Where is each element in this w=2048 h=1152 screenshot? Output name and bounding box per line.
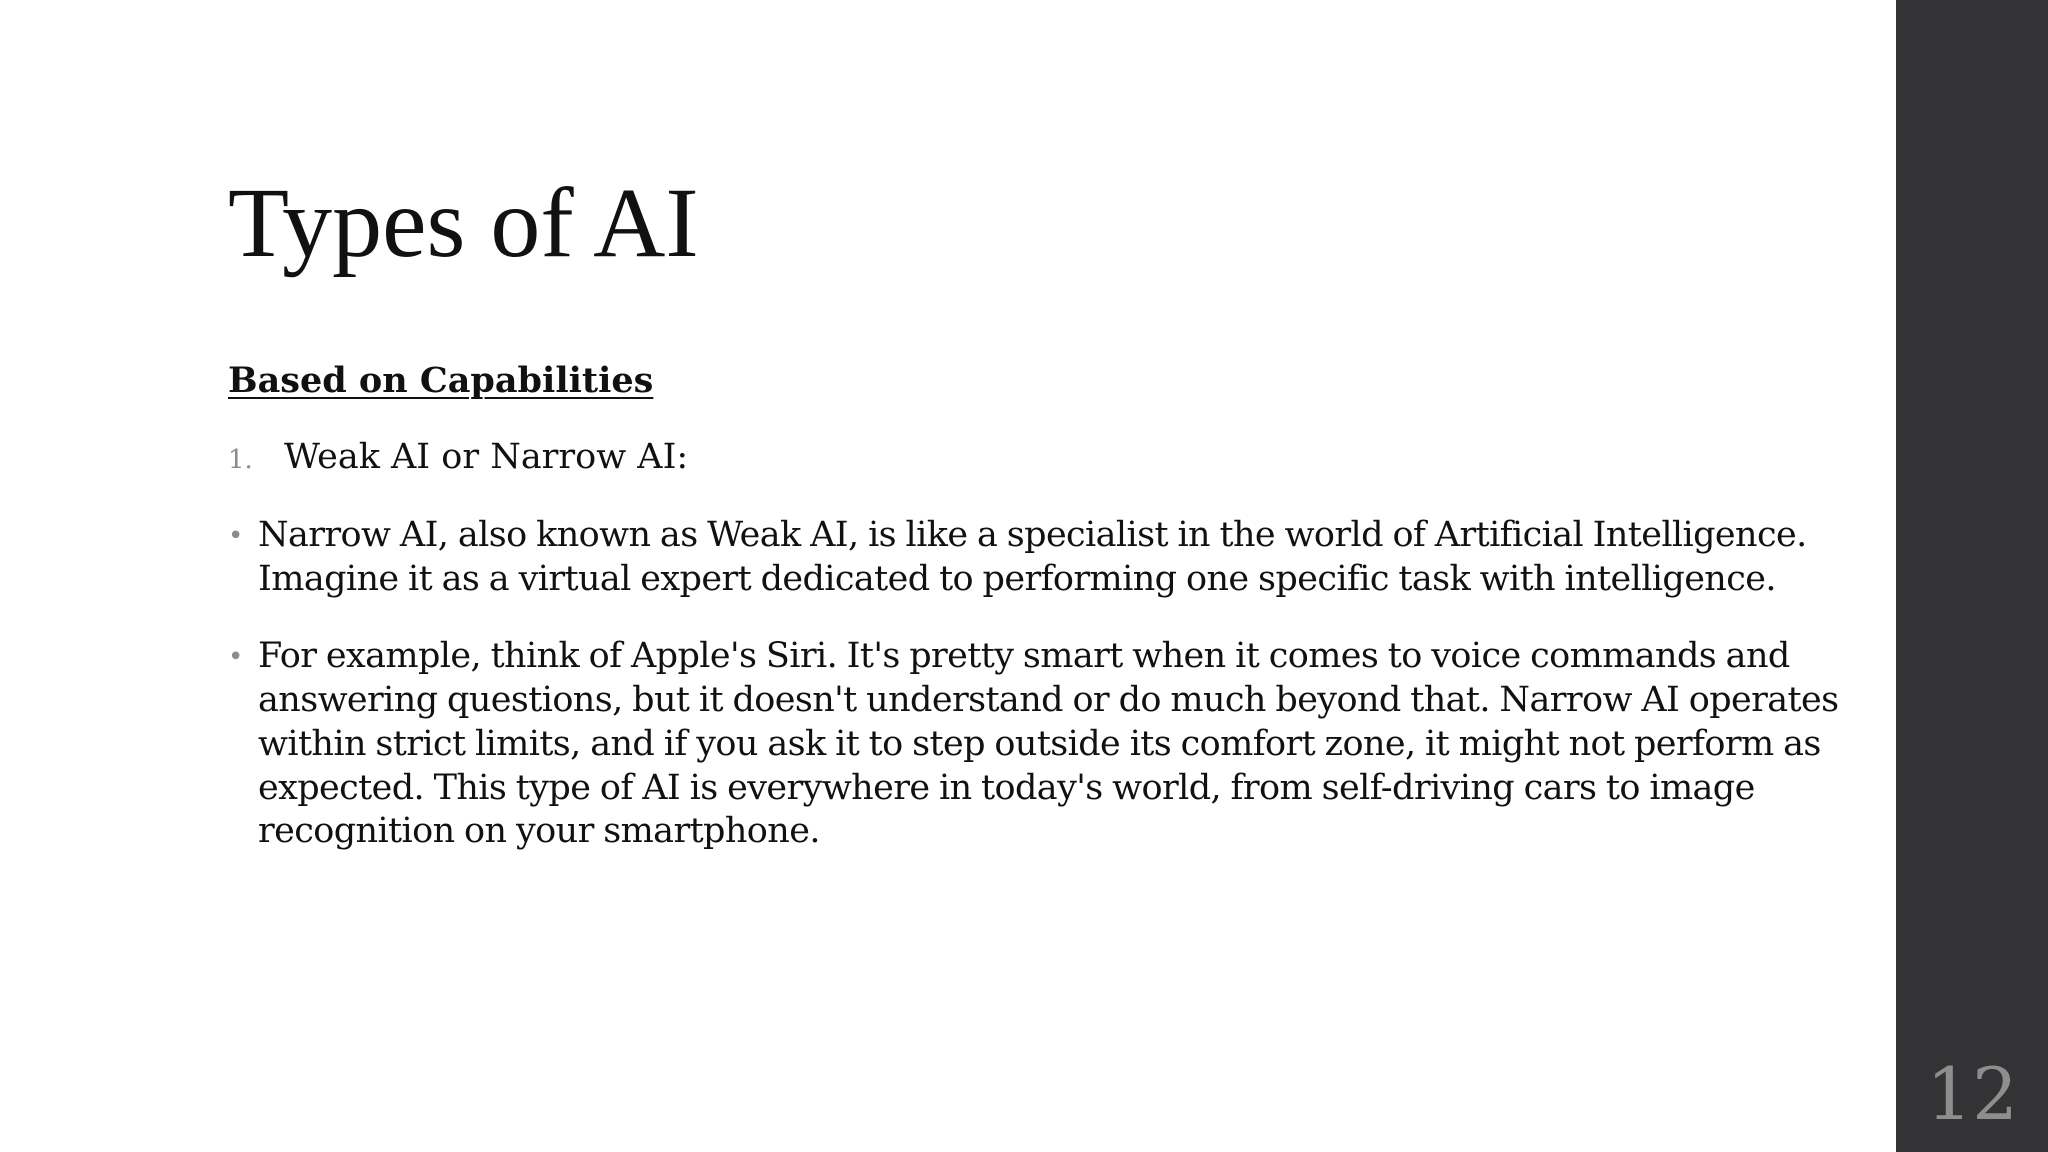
bullet-item bbox=[228, 635, 1848, 854]
slide-body bbox=[228, 360, 1848, 888]
sidebar-panel bbox=[1896, 0, 2048, 1152]
slide-number: 12 bbox=[1926, 1052, 2018, 1136]
section-heading: Based on Capabilities bbox=[228, 360, 654, 401]
bullet-marker: • bbox=[228, 642, 244, 673]
numbered-item-text: Weak AI or Narrow AI: bbox=[284, 437, 689, 477]
bullet-text: For example, think of Apple's Siri. It's pretty smart when it comes to voice commands and answering questions, but it doesn't understand or do much beyond that. Narrow AI operates within strict limits, and if you ask it to step outside its comfort zone, it might not perform as expected. This type of AI is everywhere in today's world, from self-driving cars to image recognition on your smartphone. bbox=[258, 636, 1839, 852]
bullet-item bbox=[228, 514, 1848, 602]
list-number: 1. bbox=[228, 445, 253, 475]
numbered-item bbox=[228, 436, 1848, 480]
slide-title: Types of AI bbox=[228, 167, 699, 278]
bullet-text: Narrow AI, also known as Weak AI, is like a specialist in the world of Artificial Intelligence. Imagine it as a virtual expert dedicated to performing one specific task with intelligence. bbox=[258, 514, 1807, 599]
bullet-marker: • bbox=[228, 520, 244, 551]
